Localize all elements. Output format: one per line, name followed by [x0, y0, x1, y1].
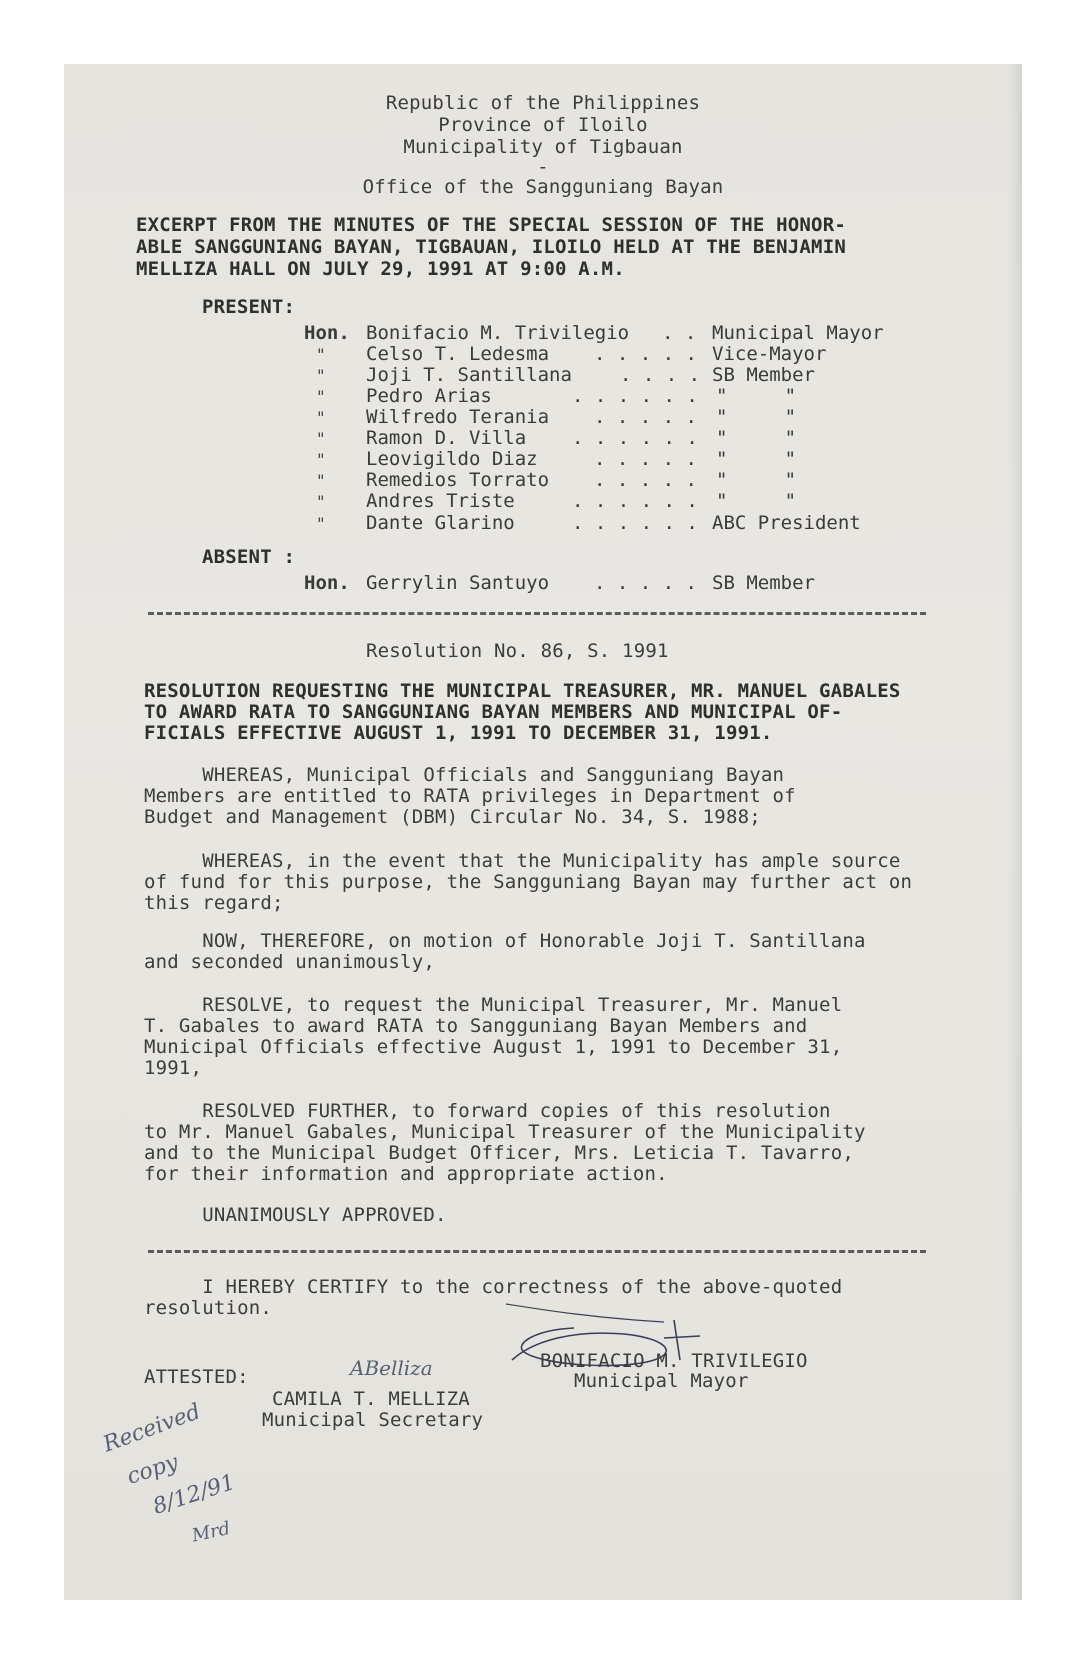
secretary-name: CAMILA T. MELLIZA [272, 1388, 470, 1410]
header-municipality: Municipality of Tigbauan [403, 136, 683, 158]
leader-dots: . . . . . [594, 572, 697, 594]
absent-name: Gerrylin Santuyo [366, 572, 550, 594]
header-republic: Republic of the Philippines [385, 92, 701, 114]
present-position: " " [716, 385, 797, 407]
excerpt-line-3: MELLIZA HALL ON JULY 29, 1991 AT 9:00 A.M. [136, 258, 625, 280]
present-position: " " [716, 406, 797, 428]
present-name: Wilfredo Terania [366, 406, 550, 428]
present-name: Joji T. Santillana [366, 364, 572, 386]
certify-line: resolution. [144, 1297, 273, 1319]
present-position: " " [716, 448, 797, 470]
ditto-mark: " [316, 492, 326, 511]
ditto-mark: " [316, 345, 326, 364]
absent-position: SB Member [712, 572, 815, 594]
honorific-absent: Hon. [304, 572, 350, 594]
present-position: " " [716, 427, 797, 449]
excerpt-line-2: ABLE SANGGUNIANG BAYAN, TIGBAUAN, ILOILO HELD AT THE BENJAMIN [136, 236, 846, 258]
separator-line [148, 612, 926, 615]
secretary-title: Municipal Secretary [262, 1409, 484, 1431]
honorific-present: Hon. [304, 322, 350, 344]
mayor-title: Municipal Mayor [574, 1370, 749, 1392]
received-note-line: copy [124, 1449, 182, 1490]
whereas-2-line: of fund for this purpose, the Sangguniang Bayan may further act on [144, 871, 913, 893]
present-position: SB Member [712, 364, 815, 386]
header-separator: - [537, 156, 549, 178]
present-name: Ramon D. Villa [366, 427, 527, 449]
ditto-mark: " [316, 429, 326, 448]
resolution-title-2: TO AWARD RATA TO SANGGUNIANG BAYAN MEMBERS AND MUNICIPAL OF- [144, 701, 843, 723]
whereas-1-line: Members are entitled to RATA privileges in Department of [144, 785, 796, 807]
present-label: PRESENT: [202, 296, 296, 318]
resolve-line: RESOLVE, to request the Municipal Treasurer, Mr. Manuel [144, 994, 843, 1016]
present-name: Dante Glarino [366, 512, 515, 534]
document-page [64, 64, 1022, 1600]
attested-label: ATTESTED: [144, 1366, 249, 1388]
present-position: " " [716, 490, 797, 512]
resolved-further-line: for their information and appropriate action. [144, 1163, 668, 1185]
whereas-2-line: this regard; [144, 892, 284, 914]
leader-dots: . . . . . [594, 469, 697, 491]
separator-line [148, 1250, 926, 1253]
absent-label: ABSENT : [202, 546, 296, 568]
received-note-line: 8/12/91 [150, 1469, 239, 1520]
leader-dots: . . . . . . [572, 385, 698, 407]
secretary-signature: ABelliza [350, 1356, 433, 1380]
certify-line: I HEREBY CERTIFY to the correctness of the above-quoted [144, 1276, 843, 1298]
present-name: Celso T. Ledesma [366, 343, 550, 365]
leader-dots: . . . . [620, 364, 701, 386]
ditto-mark: " [316, 471, 326, 490]
leader-dots: . . . . . [594, 406, 697, 428]
excerpt-line-1: EXCERPT FROM THE MINUTES OF THE SPECIAL SESSION OF THE HONOR- [136, 214, 846, 236]
now-therefore-line: NOW, THEREFORE, on motion of Honorable Joji T. Santillana [144, 930, 866, 952]
present-position: ABC President [712, 512, 861, 534]
ditto-mark: " [316, 366, 326, 385]
leader-dots: . . . . . [594, 343, 697, 365]
leader-dots: . . [662, 322, 697, 344]
leader-dots: . . . . . . [572, 427, 698, 449]
ditto-mark: " [316, 387, 326, 406]
ditto-mark: " [316, 514, 326, 533]
resolved-further-line: RESOLVED FURTHER, to forward copies of this resolution [144, 1100, 831, 1122]
present-name: Leovigildo Diaz [366, 448, 538, 470]
header-province: Province of Iloilo [438, 114, 648, 136]
present-position: Vice-Mayor [712, 343, 827, 365]
received-note-line: Mrd [190, 1517, 233, 1547]
ditto-mark: " [316, 450, 326, 469]
resolve-line: Municipal Officials effective August 1, 1991 to December 31, [144, 1036, 843, 1058]
resolve-line: T. Gabales to award RATA to Sangguniang Bayan Members and [144, 1015, 808, 1037]
leader-dots: . . . . . . [572, 512, 698, 534]
resolved-further-line: and to the Municipal Budget Officer, Mrs. Leticia T. Tavarro, [144, 1142, 854, 1164]
received-note-line: Received [100, 1399, 204, 1458]
present-name: Andres Triste [366, 490, 515, 512]
header-office: Office of the Sangguniang Bayan [362, 176, 724, 198]
whereas-1-line: WHEREAS, Municipal Officials and Sangguniang Bayan [144, 764, 785, 786]
present-position: " " [716, 469, 797, 491]
whereas-1-line: Budget and Management (DBM) Circular No. 34, S. 1988; [144, 806, 761, 828]
approval-line: UNANIMOUSLY APPROVED. [144, 1204, 447, 1226]
present-position: Municipal Mayor [712, 322, 884, 344]
now-therefore-line: and seconded unanimously, [144, 951, 435, 973]
ditto-mark: " [316, 408, 326, 427]
present-name: Bonifacio M. Trivilegio [366, 322, 630, 344]
leader-dots: . . . . . [594, 448, 697, 470]
resolution-title-3: FICIALS EFFECTIVE AUGUST 1, 1991 TO DECEMBER 31, 1991. [144, 722, 773, 744]
resolution-title-1: RESOLUTION REQUESTING THE MUNICIPAL TREASURER, MR. MANUEL GABALES [144, 680, 901, 702]
resolve-line: 1991, [144, 1057, 203, 1079]
whereas-2-line: WHEREAS, in the event that the Municipality has ample source [144, 850, 901, 872]
resolution-number: Resolution No. 86, S. 1991 [366, 640, 669, 662]
mayor-name: BONIFACIO M. TRIVILEGIO [540, 1350, 808, 1372]
leader-dots: . . . . . . [572, 490, 698, 512]
present-name: Remedios Torrato [366, 469, 550, 491]
resolved-further-line: to Mr. Manuel Gabales, Municipal Treasurer of the Municipality [144, 1121, 866, 1143]
present-name: Pedro Arias [366, 385, 492, 407]
